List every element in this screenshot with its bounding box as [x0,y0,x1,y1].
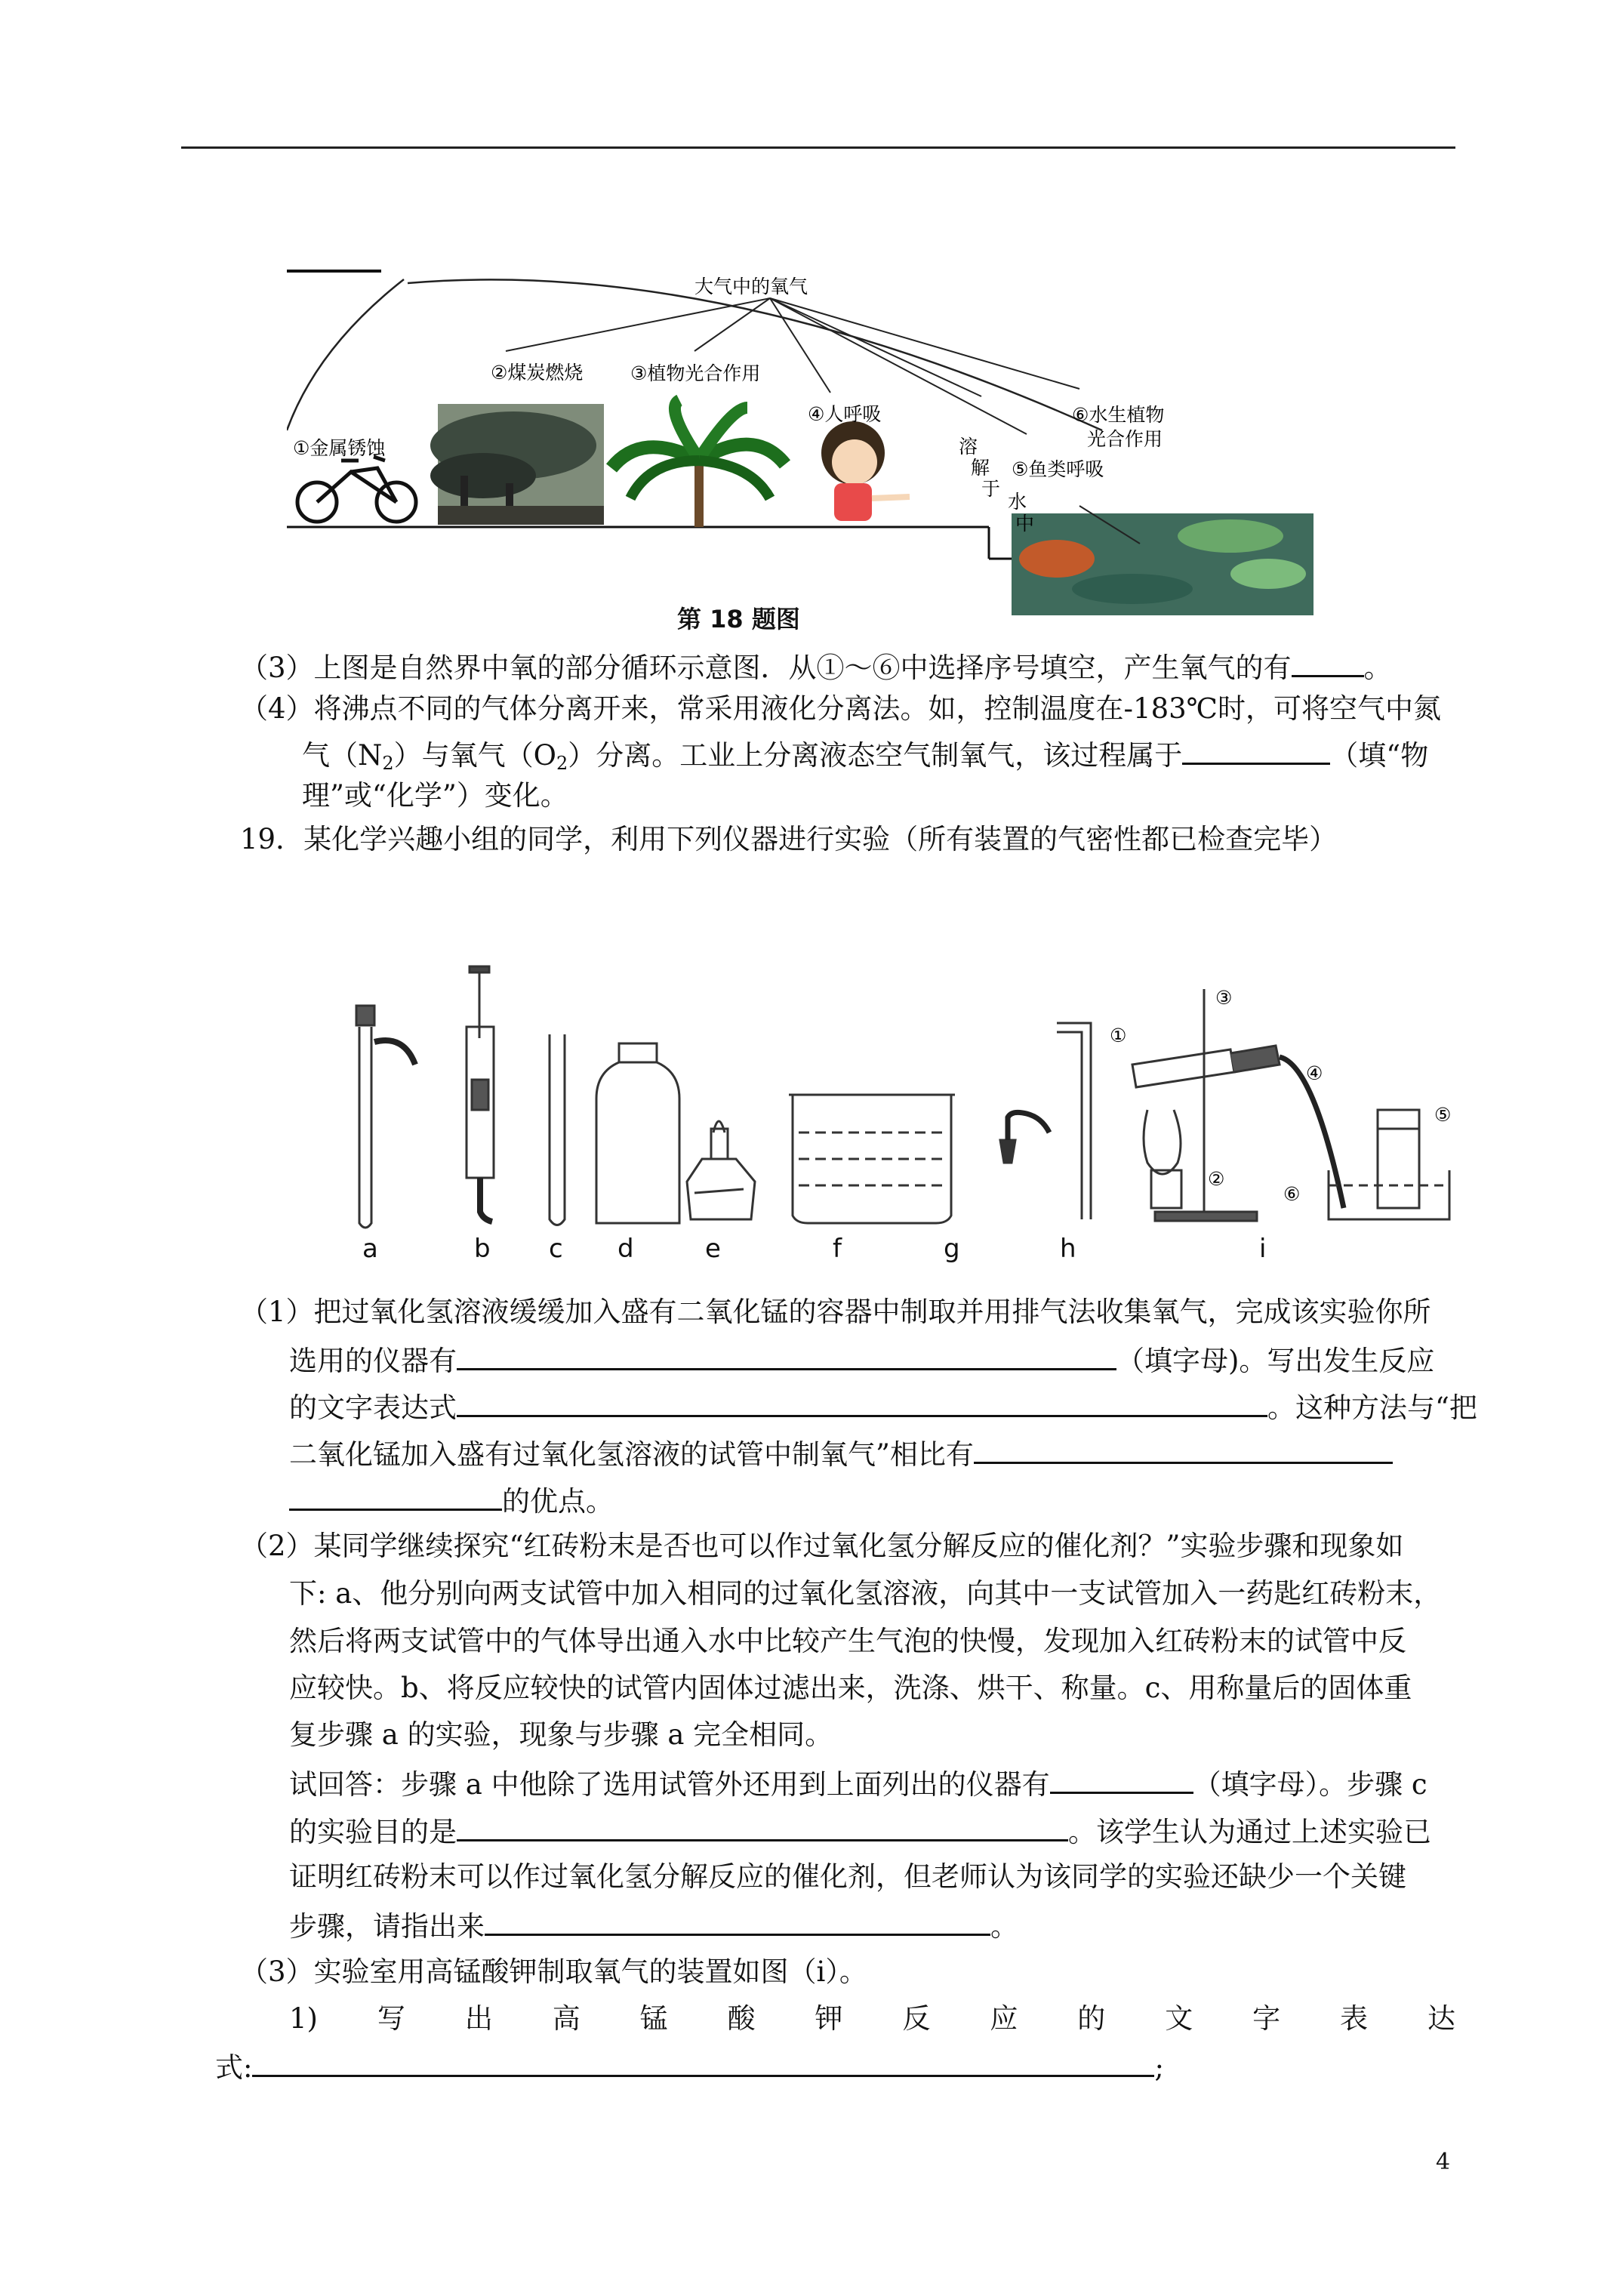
apparatus-h [1057,1023,1091,1219]
q19-part2-line4: 应较快。b、将反应较快的试管内固体过滤出来，洗涤、烘干、称量。c、用称量后的固体重 [289,1672,1412,1704]
q19-part2-apparatus-blank[interactable] [1050,1764,1193,1794]
apparatus-label-g: g [944,1234,960,1264]
q18-part4-line2: 气$(N_2)$与氧气$(O_2)$分离。工业上分离液态空气制氧气，该过程属于 （填“物 [302,735,1428,781]
q18-part4-blank[interactable] [1182,735,1330,765]
mark-4: ④ [1306,1062,1323,1084]
factory-smoke-image [430,404,604,525]
dissolve-char-3: 于 [981,478,1001,500]
apparatus-label-d: d [617,1234,634,1264]
apparatus-c [550,1034,565,1225]
apparatus-f [789,1095,955,1223]
item-6-label: ⑥水生植物 [1072,404,1165,426]
apparatus-e [687,1121,755,1219]
apparatus-label-i: i [1259,1234,1267,1264]
apparatus-label-h: h [1060,1234,1076,1264]
q19-stem: 19．某化学兴趣小组的同学，利用下列仪器进行实验（所有装置的气密性都已检查完毕） [240,823,1338,855]
q19-part1-line4: 二氧化锰加入盛有过氧化氢溶液的试管中制氧气”相比有 [289,1435,1393,1473]
q19-part1-expression-blank[interactable] [457,1388,1267,1417]
item-5-label: ⑤鱼类呼吸 [1012,458,1104,480]
q19-part2-line9: 步骤，请指出来 。 [289,1906,1018,1945]
q19-part2-line1: （2）某同学继续探究“红砖粉末是否也可以作过氧化氢分解反应的催化剂？”实验步骤和现象如 [240,1530,1404,1562]
q19-part1-line1: （1）把过氧化氢溶液缓缓加入盛有二氧化锰的容器中制取并用排气法收集氧气，完成该实验你所 [240,1296,1431,1328]
q18-part4-line3: 理”或“化学”）变化。 [302,779,568,812]
q19-part3-line2: 1) 写 出 高 锰 酸 钾 反 应 的 文 字 表 达 [289,2002,1455,2035]
apparatus-d [596,1043,679,1223]
item-1-label: ①金属锈蚀 [293,437,386,459]
header-rule [181,146,1455,149]
apparatus-a [356,1006,415,1228]
q19-part1-advantage-blank[interactable] [974,1435,1393,1464]
pond-image [1012,506,1313,615]
item-3-label: ③植物光合作用 [630,362,761,384]
dissolve-char-1: 溶 [959,436,978,458]
bicycle-icon [297,457,416,522]
q19-part2-line3: 然后将两支试管中的气体导出通入水中比较产生气泡的快慢，发现加入红砖粉末的试管中反 [289,1625,1406,1657]
mark-3: ③ [1215,987,1233,1009]
apparatus-figure [332,959,1480,1231]
apparatus-label-c: c [549,1234,563,1264]
q19-part2-line8: 证明红砖粉末可以作过氧化氢分解反应的催化剂，但老师认为该同学的实验还缺少一个关键 [289,1860,1406,1893]
q19-part3-line3: 式: ; [215,2048,1164,2086]
q19-part1-line5: 的优点。 [289,1481,614,1520]
figure-18-caption: 第 18 题图 [677,605,800,633]
q18-part4-line1: （4）将沸点不同的气体分离开来，常采用液化分离法。如，控制温度在-183℃时，可将空气中氮 [240,692,1442,725]
mark-6: ⑥ [1283,1183,1301,1205]
girl-breathing-image [821,421,910,521]
q19-part2-purpose-blank[interactable] [457,1812,1068,1841]
oxygen-cycle-diagram [287,257,1359,634]
dissolve-char-5: 中 [1015,513,1035,535]
dissolve-char-4: 水 [1008,491,1027,513]
item-2-label: ②煤炭燃烧 [491,362,584,384]
q19-part3-line1: （3）实验室用高锰酸钾制取氧气的装置如图（i）。 [240,1955,867,1988]
apparatus-label-a: a [362,1234,378,1264]
q19-part2-line5: 复步骤 a 的实验，现象与步骤 a 完全相同。 [289,1718,833,1751]
q19-part1-line2: 选用的仪器有 （填字母)。写出发生反应 [289,1341,1434,1379]
apparatus-diagram [332,959,1480,1231]
apparatus-g [1000,1112,1049,1163]
apparatus-label-b: b [474,1234,491,1264]
q19-part3-expression-blank[interactable] [252,2048,1154,2077]
page-number: 4 [1436,2149,1451,2175]
q19-part2-line6: 试回答：步骤 a 中他除了选用试管外还用到上面列出的仪器有 （填字母）。步骤 c [289,1764,1427,1803]
q18-part3-blank[interactable] [1292,648,1364,677]
q19-part1-advantage-blank-2[interactable] [289,1481,502,1511]
center-label: 大气中的氧气 [694,276,808,297]
dissolve-char-2: 解 [971,457,990,479]
apparatus-b [467,966,494,1222]
q19-part1-apparatus-blank[interactable] [457,1341,1116,1370]
q19-part2-step-blank[interactable] [485,1906,990,1936]
q19-part1-line3: 的文字表达式 。这种方法与“把 [289,1388,1477,1426]
q18-part3: （3）上图是自然界中氧的部分循环示意图．从①～⑥中选择序号填空，产生氧气的有 。 [240,648,1392,686]
mark-5: ⑤ [1434,1104,1452,1126]
item-6-label-2: 光合作用 [1087,428,1163,450]
apparatus-label-f: f [833,1234,842,1264]
figure-18 [287,257,1359,634]
mark-1: ① [1110,1025,1127,1046]
apparatus-label-e: e [705,1234,721,1264]
q19-part2-line7: 的实验目的是 。该学生认为通过上述实验已 [289,1812,1431,1851]
palm-tree-image [611,400,785,527]
mark-2: ② [1208,1168,1225,1190]
q19-part2-line2: 下: a、他分别向两支试管中加入相同的过氧化氢溶液，向其中一支试管加入一药匙红砖粉末， [289,1577,1442,1610]
item-4-label: ④人呼吸 [808,403,882,425]
